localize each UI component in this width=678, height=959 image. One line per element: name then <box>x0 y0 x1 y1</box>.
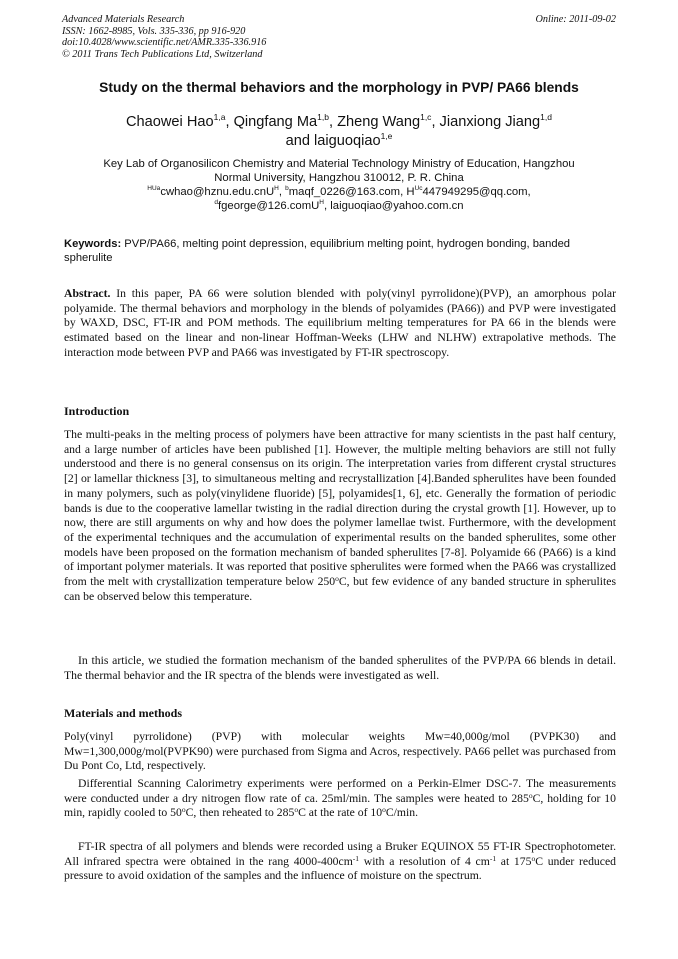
author-name: Jianxiong Jiang <box>439 114 541 130</box>
degree-mark: o <box>294 805 299 815</box>
doi-line: doi:10.4028/www.scientific.net/AMR.335-336.916 <box>62 37 267 49</box>
unit-exponent: -1 <box>489 853 497 863</box>
author-affil-mark: 1,e <box>380 131 393 141</box>
email-line <box>50 199 628 213</box>
degree-mark: o <box>528 790 533 800</box>
paragraph-text: C, but few evidence of any banded structure in spherulites can be observed below this temperature. <box>64 575 616 603</box>
author-affil-mark: 1,c <box>420 112 432 122</box>
paper-title: Study on the thermal behaviors and the morphology in PVP/ PA66 blends <box>99 80 579 95</box>
keywords <box>64 237 620 265</box>
paragraph-text: at 175 <box>496 854 532 868</box>
author-name: Zheng Wang <box>337 114 421 130</box>
author-name: and laiguoqiao <box>285 133 381 149</box>
paragraph-text: C, then reheated to 285 <box>185 806 295 820</box>
email-mark: b <box>285 185 289 192</box>
paragraph-text: C/min. <box>385 806 419 820</box>
author-name: Qingfang Ma <box>233 114 318 130</box>
degree-mark: o <box>335 574 339 584</box>
email-mark: HUa <box>147 185 161 192</box>
degree-mark: o <box>181 805 186 815</box>
methods-paragraph-2 <box>64 777 616 821</box>
email-link[interactable]: , laiguoqiao@yahoo.com.cn <box>324 200 464 212</box>
author-list: Chaowei Hao$^{1,a}$, Qingfang Ma$^{1,b}$, Zheng Wang$^{1,c}$, Jianxiong Jiang$^{1,d}$ and laiguoqiao$^{1,e}$ <box>126 112 552 149</box>
abstract-text: In this paper, PA 66 were solution blended with poly(vinyl pyrrolidone)(PVP), an amorphous polar polyamide. The thermal behaviors and morphology in the blends of polyamides (PA66)) and PVP were investigated by WAXD, DSC, FT-IR and POM methods. The equilibrium melting temperatures for PA 66 in the blends were estimated based on the linear and non-linear Hoffman-Weeks (LHW and NLHW) extrapolative methods. The interaction mode between PVP and PA66 was investigated by FT-IR spectroscopy. <box>64 287 616 359</box>
paragraph-text: with a resolution of 4 cm <box>359 854 490 868</box>
affiliation-line: Normal University, Hangzhou 310012, P. R. China <box>214 172 464 184</box>
paragraph-text: C under reduced pressure to avoid oxidation of the samples and the influence of moisture on the spectrum. <box>64 854 616 883</box>
methods-paragraph-1: Poly(vinyl pyrrolidone) (PVP) with molecular weights Mw=40,000g/mol (PVPK30) and Mw=1,300,000g/mol(PVPK90) were purchased from Sigma and Acros, respectively. PA66 pellet was purchased from Du Pont Co, Ltd, respectively. <box>64 730 617 773</box>
unit-exponent: -1 <box>352 853 360 863</box>
issn-line: ISSN: 1662-8985, Vols. 335-336, pp 916-920 <box>62 25 246 37</box>
copyright-line: © 2011 Trans Tech Publications Ltd, Switzerland <box>62 48 263 60</box>
affiliation-line: Key Lab of Organosilicon Chemistry and Material Technology Ministry of Education, Hangzhou <box>103 158 575 170</box>
degree-mark: o <box>382 805 386 815</box>
intro-paragraph-1 <box>64 428 616 604</box>
keywords-text: PVP/PA66, melting point depression, equilibrium melting point, hydrogen bonding, banded spherulite <box>64 238 571 264</box>
journal-name: Advanced Materials Research <box>62 14 185 25</box>
online-date: Online: 2011-09-02 <box>535 14 616 25</box>
author-affil-mark: 1,a <box>213 112 226 122</box>
methods-paragraph-3 <box>64 840 616 884</box>
intro-paragraph-2: In this article, we studied the formation mechanism of the banded spherulites of the PVP/PA 66 blends in detail. The thermal behavior and the IR spectra of the blends were investigated as well. <box>64 654 616 682</box>
paragraph-text: The multi-peaks in the melting process of polymers have been attractive for many scientists in the past half century, and a large number of articles have been published [1]. However, the multiple melting behaviors are still not fully understood and there is no general consensus on its origin. The interpretation varies from different crystal structures [2] or lamellar thickness [3], to simultaneous melting and recrystallization [4].Banded spherulites have been founded in many polymers, such as poly(vinylidene fluoride) [5], polyamides[1, 6], etc. Generally the formation of periodic bands is due to the cooperative lamellar twisting in the radial direction during the crystal growth [1]. However, up to now, there are still arguments on why and how does the polymer lamellae twist. Furthermore, with the development of the experimental techniques and the accumulation of experimental results on the banded spherulites, some other models have been proposed on the formation mechanism of banded spherulites [7-8]. Polyamide 66 (PA66) is a kind of important polymer materials. It was reported that positive spherulites were formed when the PA66 was crystallized from the melt with crystallization temperature below 250 <box>64 428 616 589</box>
section-heading-introduction: Introduction <box>64 404 130 418</box>
author-name: Chaowei Hao <box>126 114 214 130</box>
abstract <box>64 287 616 361</box>
journal-header <box>62 14 618 60</box>
email-mark: d <box>214 199 219 206</box>
degree-mark: o <box>531 853 536 863</box>
author-affil-mark: 1,d <box>540 112 552 122</box>
email-link[interactable]: 447949295@qq.com, <box>422 186 531 198</box>
section-heading-methods: Materials and methods <box>64 706 182 720</box>
email-mark: H <box>274 185 279 192</box>
email-line: $^{HUa}$cwhao@hznu.edu.cnU$^H$, $^b$maqf_0226@163.com, $H^{Uc}447949295@qq.com$, <box>147 185 531 198</box>
email-link[interactable]: maqf_0226@163.com, H <box>288 186 415 198</box>
paragraph-text: C at the rate of 10 <box>298 806 383 820</box>
paragraph-text: C, holding for 10 min, rapidly cooled to 50 <box>64 791 616 820</box>
email-link[interactable]: cwhao@hznu.edu.cnU <box>160 186 275 198</box>
paragraph-text: FT-IR spectra of all polymers and blends were recorded using a Bruker EQUINOX 55 FT-IR Spectrophotometer. All infrared spectra were obtained in the rang 4000-400cm <box>64 840 616 868</box>
abstract-label: Abstract. <box>64 287 111 300</box>
paragraph-text: Differential Scanning Calorimetry experiments were performed on a Perkin-Elmer DSC-7. The measurements were conducted under a dry nitrogen flow rate of ca. 25ml/min. The samples were heated to 285 <box>64 777 616 805</box>
keywords-label: Keywords: <box>64 238 122 250</box>
email-mark: Uc <box>414 185 423 192</box>
email-mark: H <box>319 199 324 206</box>
affiliation-block <box>50 157 628 213</box>
author-affil-mark: 1,b <box>317 112 329 122</box>
email-link[interactable]: fgeorge@126.comU <box>218 200 320 212</box>
